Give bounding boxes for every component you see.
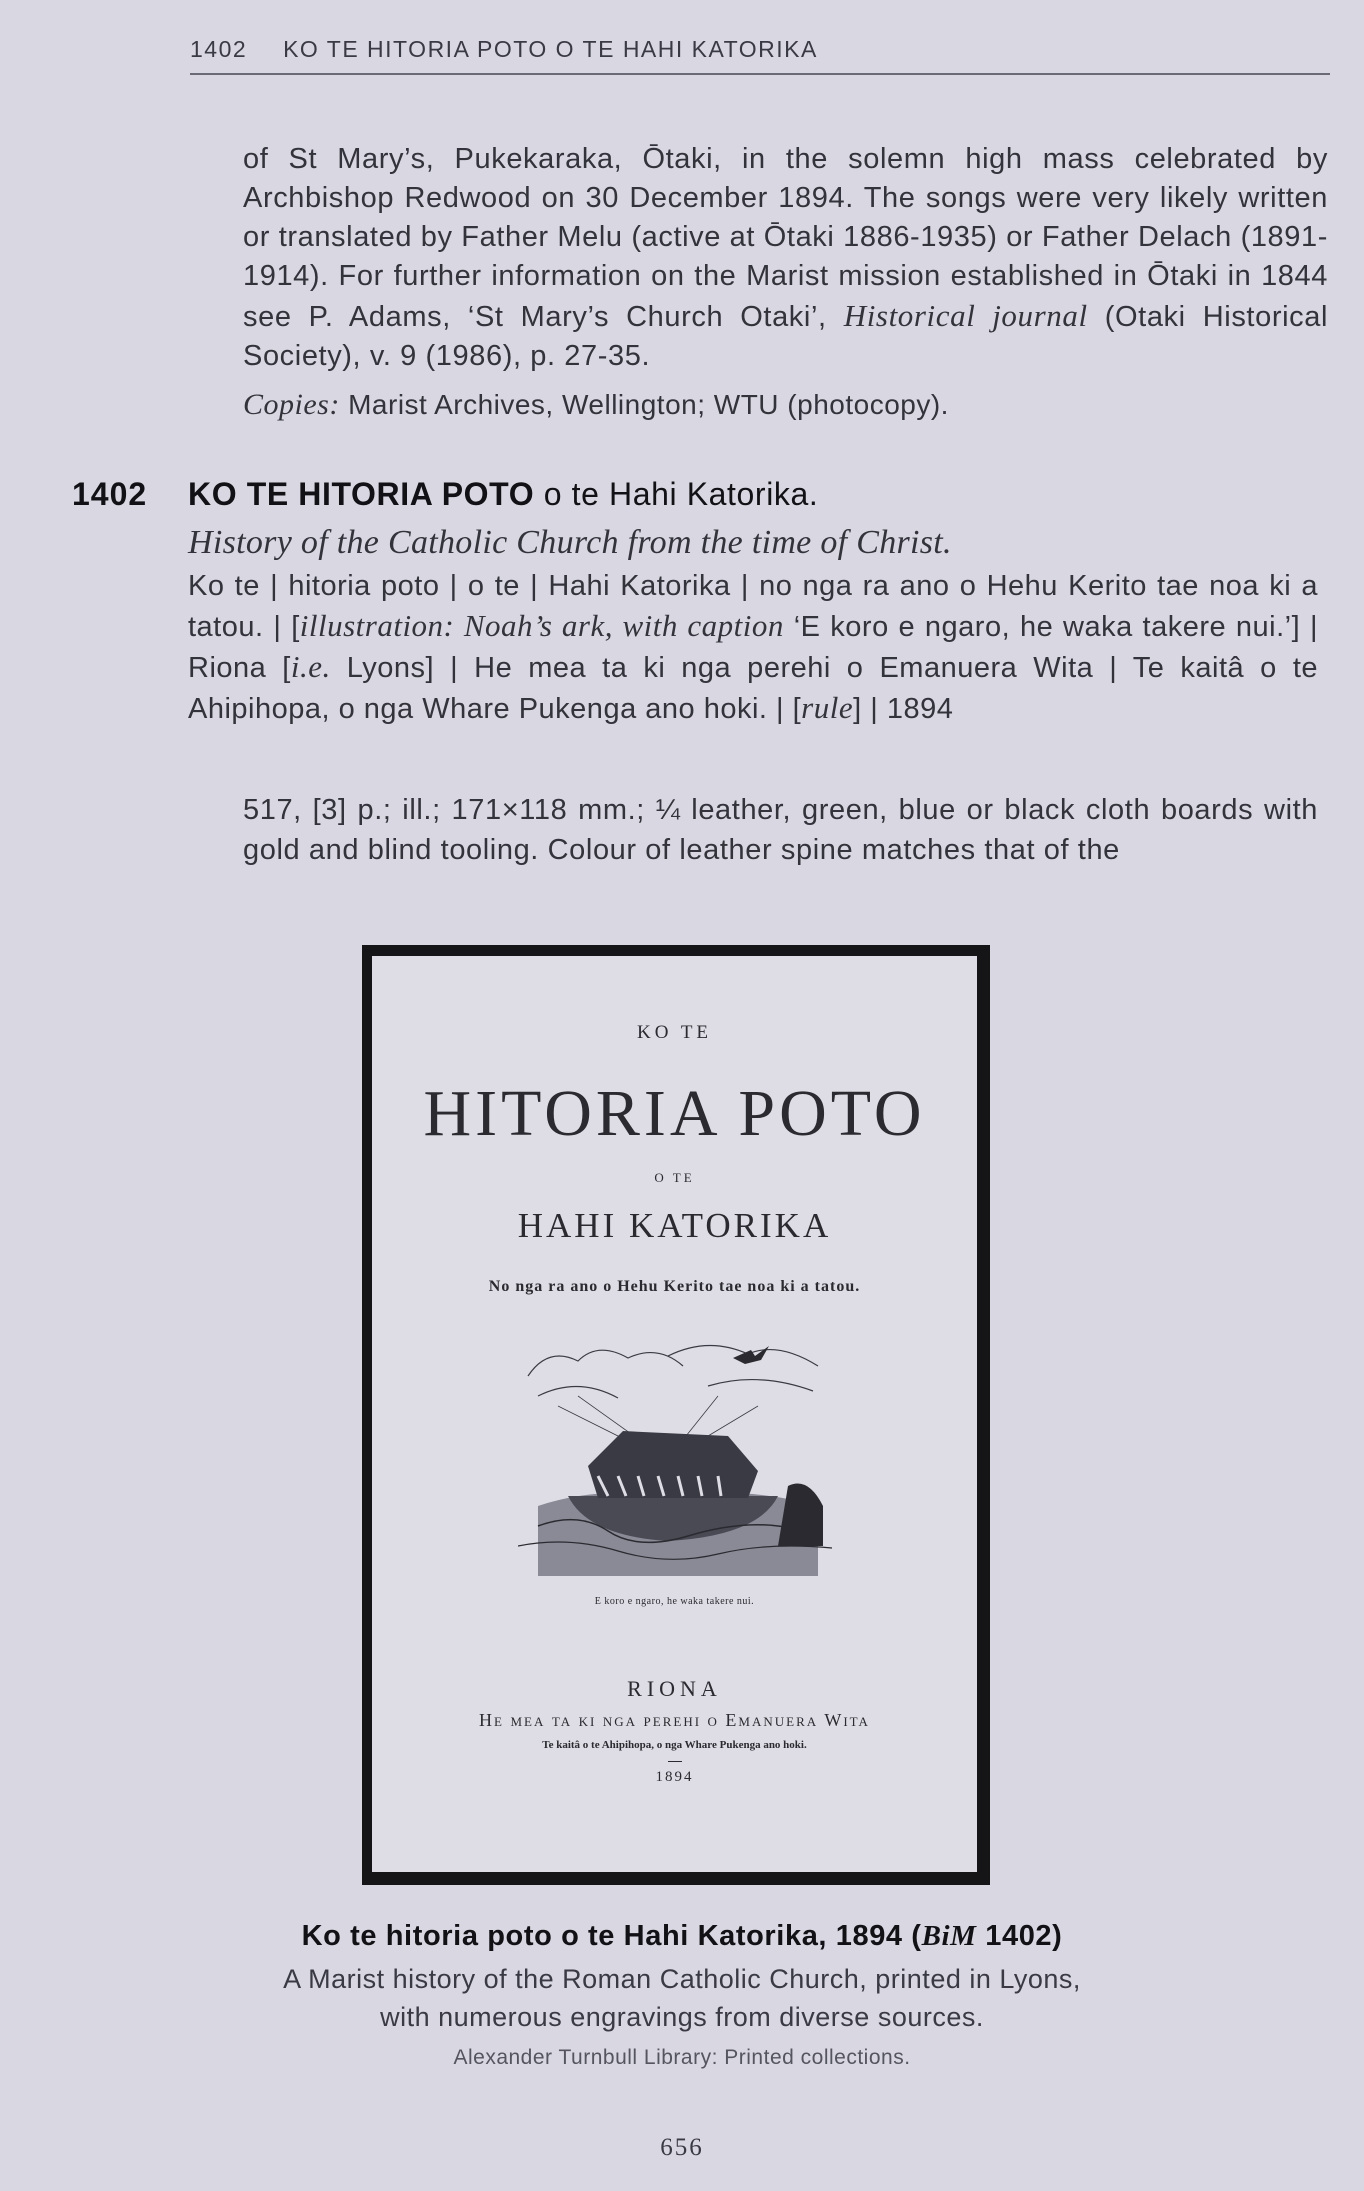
running-head <box>190 36 1330 75</box>
transcription-italic: i.e. <box>290 649 331 684</box>
note-text-2: (Otaki Historical Society), v. 9 (1986), p. 27-35. <box>243 301 1328 372</box>
figure-caption <box>0 1920 1364 1953</box>
title-transcription <box>188 566 1318 729</box>
entry-title-caps: KO TE HITORIA POTO <box>188 476 535 512</box>
transcription-italic: illustration: Noah’s ark, with caption <box>299 608 784 643</box>
tp-line-hitoria-poto: HITORIA POTO <box>423 1077 926 1150</box>
previous-entry-note <box>243 140 1328 376</box>
figure-description-line: A Marist history of the Roman Catholic Church, printed in Lyons, <box>283 1964 1081 1994</box>
entry-number: 1402 <box>72 476 148 512</box>
tp-press: Te kaitâ o te Ahipihopa, o nga Whare Pukenga ano hoki. <box>542 1739 807 1751</box>
entry-translation: History of the Catholic Church from the time of Christ. <box>188 524 952 561</box>
transcription-italic: rule <box>801 690 854 725</box>
tp-line-hahi-katorika: HAHI KATORIKA <box>517 1206 832 1245</box>
tp-line-o-te: O TE <box>654 1170 695 1185</box>
copies-label: Copies: <box>243 388 340 421</box>
figure-caption-end: 1402) <box>976 1920 1063 1952</box>
transcription-part: Ko te | hitoria poto | o te | Hahi Katorika | no nga ra ano o Hehu Kerito tae noa ki a tatou. | [ <box>188 570 1318 643</box>
tp-year: 1894 <box>655 1769 694 1785</box>
tp-place: RIONA <box>627 1676 722 1701</box>
running-head-title: KO TE HITORIA POTO O TE HAHI KATORIKA <box>283 36 818 62</box>
collation: 517, [3] p.; ill.; 171×118 mm.; ¼ leather, green, blue or black cloth boards with gold and blind tooling. Colour of leather spine matches that of the <box>243 794 1318 866</box>
tp-subtitle: No nga ra ano o Hehu Kerito tae noa ki a tatou. <box>488 1278 861 1295</box>
transcription-part: ‘E koro e ngaro, he waka takere nui.’] | Riona [ <box>188 611 1319 684</box>
figure-caption-main: Ko te hitoria poto o te Hahi Katorika, 1894 ( <box>301 1920 922 1952</box>
running-head-number: 1402 <box>190 36 248 62</box>
tp-rule <box>668 1761 682 1762</box>
page-number: 656 <box>660 2134 704 2161</box>
figure-credit: Alexander Turnbull Library: Printed collections. <box>453 2046 911 2069</box>
transcription-part: Lyons] | He mea ta ki nga perehi o Emanuera Wita | Te kaitâ o te Ahipihopa, o nga Whare Pukenga ano hoki. | [ <box>188 652 1319 725</box>
figure-caption-abbr: BiM <box>921 1920 977 1952</box>
noahs-ark-engraving <box>518 1336 832 1576</box>
copies-line <box>243 388 1328 422</box>
figure-description <box>0 1960 1364 2036</box>
tp-engraving-caption: E koro e ngaro, he waka takere nui. <box>594 1596 755 1607</box>
title-page-reproduction <box>372 956 977 1872</box>
copies-text: Marist Archives, Wellington; WTU (photocopy). <box>339 389 949 420</box>
tp-line-ko-te: KO TE <box>636 1022 713 1043</box>
transcription-part: ] | 1894 <box>853 693 954 725</box>
tp-printer: He mea ta ki nga perehi o Emanuera Wita <box>479 1710 870 1730</box>
entry-title-rest: o te Hahi Katorika. <box>534 476 819 512</box>
entry-title <box>188 476 818 513</box>
note-journal-title: Historical journal <box>843 298 1088 333</box>
figure-description-line: with numerous engravings from diverse sources. <box>380 2002 984 2032</box>
note-text-1: of St Mary’s, Pukekaraka, Ōtaki, in the solemn high mass celebrated by Archbishop Redwood on 30 December 1894. The songs were very likely written or translated by Father Melu (active at Ōtaki 1886-1935) or Father Delach (1891-1914). For further information on the Marist mission established in Ōtaki in 1844 see P. Adams, ‘St Mary’s Church Otaki’, <box>243 143 1328 333</box>
